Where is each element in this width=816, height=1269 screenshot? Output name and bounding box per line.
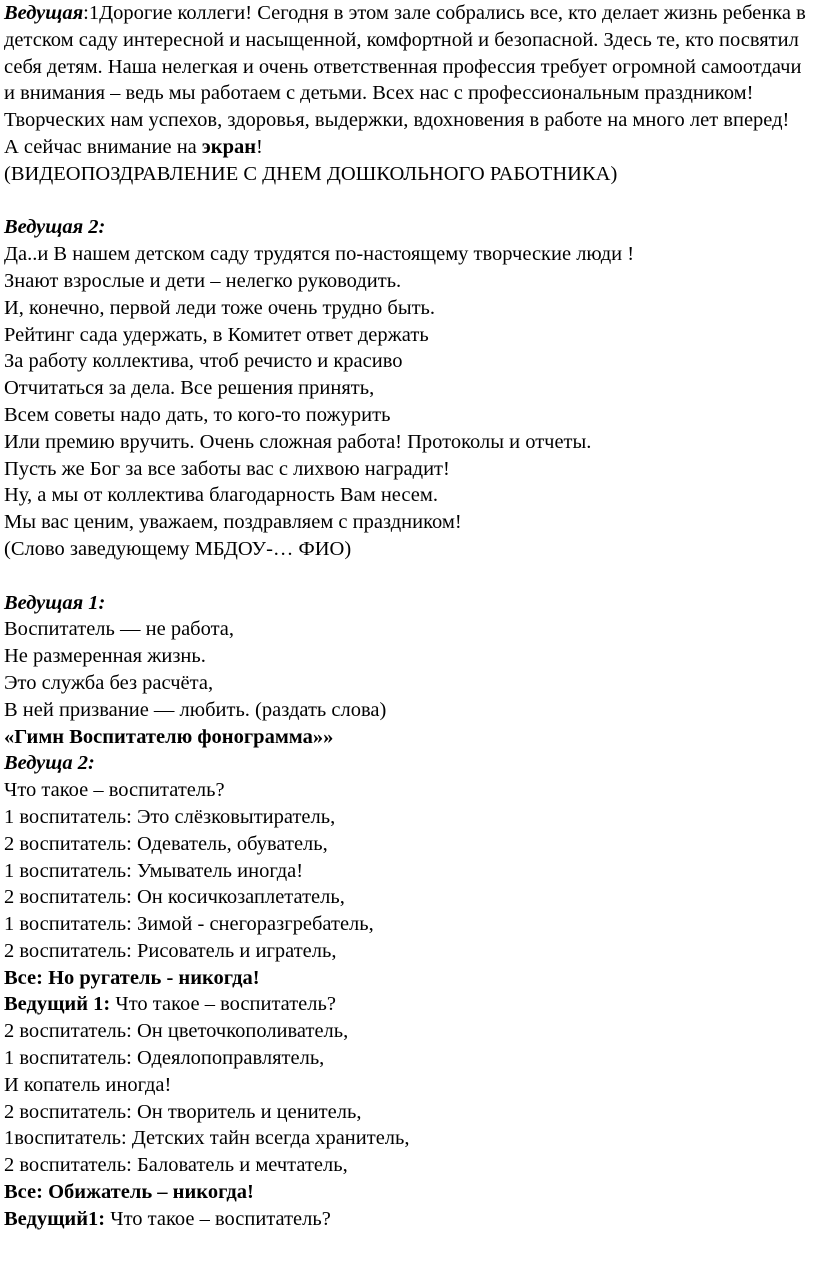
verse-line: Всем советы надо дать, то кого-то пожурить [4,403,391,426]
verse-line: Мы вас ценим, уважаем, поздравляем с праздником! [4,511,462,534]
screen-line-text: А сейчас внимание на [4,135,202,158]
speaker-heading: Ведущая 2: [4,216,106,239]
screen-word: экран [201,135,257,158]
host-line [4,991,810,1018]
anthem-title: «Гимн Воспитателю фонограмма»» [4,725,334,748]
verse-line: 2 воспитатель: Балователь и мечтатель, [4,1154,348,1177]
verse-line: Это служба без расчёта, [4,671,214,694]
verse-line: И, конечно, первой леди тоже очень трудно быть. [4,296,436,319]
screen-line-end: ! [256,135,263,158]
verse-line: Рейтинг сада удержать, в Комитет ответ держать [4,323,429,346]
verse-line: Что такое – воспитатель? [4,779,225,802]
spacer [4,188,810,215]
verse-line: И копатель иногда! [4,1073,172,1096]
verse-line: Знают взрослые и дети – нелегко руководить. [4,269,402,292]
verse-line: 1 воспитатель: Одеялопоправлятель, [4,1047,325,1070]
spacer [4,563,810,590]
screen-line [4,134,810,161]
host-label: Ведущий1: [4,1207,106,1230]
intro-text: 1Дорогие коллеги! Сегодня в этом зале собрались все, кто делает жизнь ребенка в детском саду интересной и насыщенной, комфортной и безопасной. Здесь те, кто посвятил себя детям. Наша нелегкая и очень ответственная профессия требует огромной самоотдачи и внимания – ведь мы работаем с детьми. Всех нас с профессиональным праздником! Творческих нам успехов, здоровья, выдержки, вдохновения в работе на много лет вперед! [4,2,806,132]
verse-line: 2 воспитатель: Рисователь и игратель, [4,939,337,962]
host-line [4,1206,810,1233]
verse-line: 2 воспитатель: Одеватель, обуватель, [4,832,328,855]
chorus-line: Все: Но ругатель - никогда! [4,966,260,989]
verse-line: Пусть же Бог за все заботы вас с лихвою наградит! [4,457,450,480]
verse-line: В ней призвание — любить. (раздать слова) [4,698,387,721]
speaker-heading: Ведуща 2: [4,752,95,775]
verse-line: 2 воспитатель: Он цветочкополиватель, [4,1020,349,1043]
chorus-line: Все: Обижатель – никогда! [4,1181,254,1204]
verse-line: Не размеренная жизнь. [4,645,206,668]
verse-line: Воспитатель — не работа, [4,618,235,641]
verse-line: За работу коллектива, чтоб речисто и красиво [4,350,403,373]
speaker-heading: Ведущая 1: [4,591,106,614]
verse-line: Или премию вручить. Очень сложная работа! Протоколы и отчеты. [4,430,592,453]
host-text: Что такое – воспитатель? [105,1207,331,1230]
verse-line: (Слово заведующему МБДОУ-… ФИО) [4,537,352,560]
intro-paragraph [4,0,810,134]
verse-line: 1 воспитатель: Это слёзковытиратель, [4,805,336,828]
verse-line: 1 воспитатель: Умыватель иногда! [4,859,304,882]
verse-line: Ну, а мы от коллектива благодарность Вам несем. [4,484,438,507]
verse-line: Да..и В нашем детском саду трудятся по-настоящему творческие люди ! [4,243,635,266]
verse-line: 2 воспитатель: Он творитель и ценитель, [4,1100,362,1123]
verse-line: 2 воспитатель: Он косичкозаплетатель, [4,886,345,909]
video-note: (ВИДЕОПОЗДРАВЛЕНИЕ С ДНЕМ ДОШКОЛЬНОГО РАБОТНИКА) [4,162,618,185]
verse-line: Отчитаться за дела. Все решения принять, [4,377,375,400]
speaker-colon: : [83,2,89,24]
verse-line: 1 воспитатель: Зимой - снегоразгребатель, [4,913,374,936]
host-text: Что такое – воспитатель? [110,993,336,1016]
host-label: Ведущий 1: [4,993,111,1016]
verse-line: 1воспитатель: Детских тайн всегда хранитель, [4,1127,410,1150]
speaker-label: Ведущая [4,2,84,24]
